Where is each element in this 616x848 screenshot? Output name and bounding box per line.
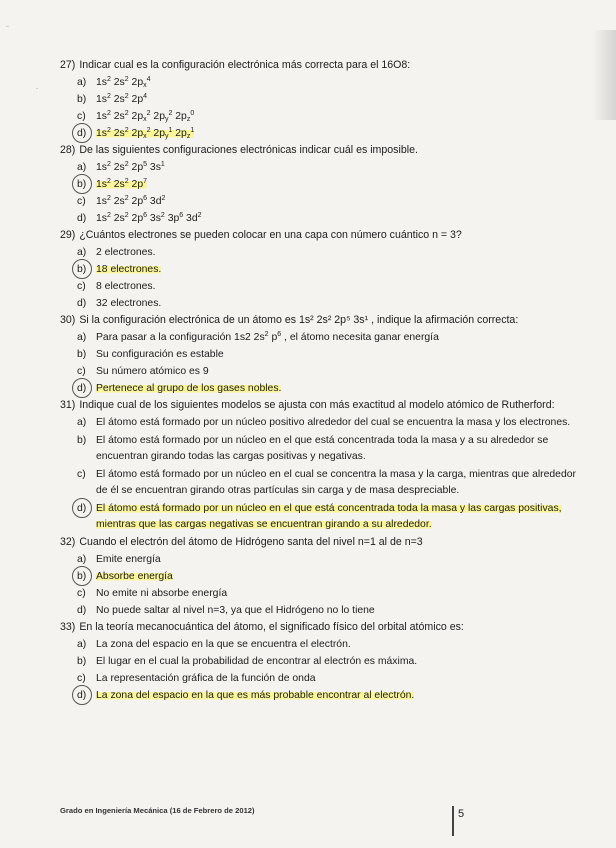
answer-option <box>60 126 590 141</box>
question-block <box>60 398 590 533</box>
option-text: La representación gráfica de la función de onda <box>96 673 316 684</box>
question-statement: De las siguientes configuraciones electrónicas indicar cuál es imposible. <box>79 144 418 156</box>
question-block <box>60 58 590 141</box>
option-text: 2 electrones. <box>96 247 156 258</box>
question-number: 27) <box>60 59 76 71</box>
question-text <box>60 620 590 635</box>
answer-option <box>60 671 590 686</box>
option-text: 8 electrones. <box>96 281 156 292</box>
answer-option <box>60 296 590 311</box>
option-letter: c) <box>77 469 86 480</box>
question-text <box>60 228 590 243</box>
question-number: 31) <box>60 399 76 411</box>
question-text <box>60 143 590 158</box>
question-statement: En la teoría mecanocuántica del átomo, el significado físico del orbital atómico es: <box>79 621 464 633</box>
question-number: 30) <box>60 314 76 326</box>
option-letter: d) <box>77 503 87 514</box>
option-letter: b) <box>77 656 87 667</box>
question-block <box>60 620 590 703</box>
question-number: 33) <box>60 621 76 633</box>
option-letter: b) <box>77 349 87 360</box>
option-text: La zona del espacio en la que se encuentra el electrón. <box>96 639 351 650</box>
option-text: El átomo está formado por un núcleo positivo alrededor del cual se encuentra la masa y los electrones. <box>96 417 571 428</box>
question-text <box>60 535 590 550</box>
answer-option <box>60 467 590 499</box>
answer-option <box>60 552 590 567</box>
option-letter: c) <box>77 588 86 599</box>
question-statement: Indicar cual es la configuración electrónica más correcta para el 16O8: <box>79 59 411 71</box>
question-block <box>60 228 590 311</box>
scan-mark <box>6 26 9 27</box>
option-letter: d) <box>77 383 87 394</box>
answer-option <box>60 177 590 192</box>
option-letter: c) <box>77 111 86 122</box>
question-list <box>60 58 590 705</box>
answer-option <box>60 654 590 669</box>
option-text: No emite ni absorbe energía <box>96 588 228 599</box>
answer-option <box>60 433 590 465</box>
question-number: 28) <box>60 144 76 156</box>
answer-option <box>60 245 590 260</box>
question-text <box>60 313 590 328</box>
option-text: $1s^2$ $2s^2$ $2p^4$ <box>96 93 148 105</box>
option-text: El átomo está formado por un núcleo en el que está concentrada toda la masa y a su alrededor se encuentran girando todas las cargas positivas y negativas. <box>96 435 549 462</box>
option-text: Emite energía <box>96 554 161 565</box>
highlighted-answer-text: $1s^2$ $2s^2$ $2p^7$ <box>96 178 148 190</box>
highlighted-answer-text: El átomo está formado por un núcleo en el que está concentrada toda la masa y las cargas positivas, mientras que las cargas negativas se encuentran girando a su alrededor. <box>96 503 562 530</box>
answer-option <box>60 211 590 226</box>
answer-option <box>60 262 590 277</box>
option-text: El átomo está formado por un núcleo en el cual se concentra la masa y la carga, mientras que alrededor de él se encuentran girando otras partículas sin carga y de masa despreciable. <box>96 469 576 496</box>
option-letter: d) <box>77 128 87 139</box>
answer-option <box>60 160 590 175</box>
highlighted-answer-text: Pertenece al grupo de los gases nobles. <box>96 383 282 394</box>
option-letter: a) <box>77 639 87 650</box>
page-number: 5 <box>458 808 465 820</box>
option-letter: a) <box>77 247 87 258</box>
option-letter: a) <box>77 162 87 173</box>
highlighted-answer-text: $1s^2$ $2s^2$ $2p_x^2$ $2p_y^1$ $2p_z^1$ <box>96 127 195 140</box>
option-text: $1s^2$ $2s^2$ $2p_x^4$ <box>96 76 151 89</box>
answer-option <box>60 381 590 396</box>
question-block <box>60 143 590 226</box>
answer-option <box>60 75 590 90</box>
answer-option <box>60 603 590 618</box>
answer-option <box>60 364 590 379</box>
option-letter: c) <box>77 281 86 292</box>
highlighted-answer-text: Absorbe energía <box>96 571 173 582</box>
option-text: 32 electrones. <box>96 298 162 309</box>
option-letter: c) <box>77 196 86 207</box>
option-letter: a) <box>77 417 87 428</box>
answer-option <box>60 194 590 209</box>
option-letter: d) <box>77 213 87 224</box>
option-text: El lugar en el cual la probabilidad de encontrar al electrón es máxima. <box>96 656 418 667</box>
answer-option <box>60 330 590 345</box>
answer-option <box>60 415 590 431</box>
option-letter: d) <box>77 605 87 616</box>
answer-option <box>60 688 590 703</box>
footer-course: Grado en Ingeniería Mecánica (16 de Febrero de 2012) <box>60 806 255 815</box>
question-statement: Indique cual de los siguientes modelos se ajusta con más exactitud al modelo atómico de Rutherford: <box>79 399 555 411</box>
answer-option <box>60 347 590 362</box>
option-letter: d) <box>77 298 87 309</box>
question-statement: ¿Cuántos electrones se pueden colocar en una capa con número cuántico n = 3? <box>79 229 462 241</box>
question-statement: Cuando el electrón del átomo de Hidrógeno santa del nivel n=1 al de n=3 <box>79 536 423 548</box>
answer-option <box>60 92 590 107</box>
option-text: Para pasar a la configuración 1s2 $2s^2$ $p^6$ , el átomo necesita ganar energía <box>96 331 439 343</box>
question-statement: Si la configuración electrónica de un átomo es 1s² 2s² 2p⁵ 3s¹ , indique la afirmación correcta: <box>79 314 519 326</box>
option-letter: c) <box>77 673 86 684</box>
option-text: $1s^2$ $2s^2$ $2p^5$ $3s^1$ <box>96 161 165 173</box>
option-text: No puede saltar al nivel n=3, ya que el Hidrógeno no lo tiene <box>96 605 375 616</box>
option-letter: c) <box>77 366 86 377</box>
question-number: 29) <box>60 229 76 241</box>
option-text: $1s^2$ $2s^2$ $2p^6$ $3d^2$ <box>96 195 166 207</box>
option-letter: b) <box>77 264 87 275</box>
answer-option <box>60 637 590 652</box>
option-letter: a) <box>77 332 87 343</box>
question-text <box>60 398 590 413</box>
question-number: 32) <box>60 536 76 548</box>
answer-option <box>60 586 590 601</box>
option-letter: a) <box>77 77 87 88</box>
answer-option <box>60 279 590 294</box>
page-number-mark <box>452 806 454 836</box>
option-letter: b) <box>77 94 87 105</box>
highlighted-answer-text: 18 electrones. <box>96 264 162 275</box>
option-letter: b) <box>77 435 87 446</box>
option-text: Su número atómico es 9 <box>96 366 209 377</box>
option-letter: b) <box>77 179 87 190</box>
option-letter: a) <box>77 554 87 565</box>
option-text: $1s^2$ $2s^2$ $2p^6$ $3s^2$ $3p^6$ $3d^2$ <box>96 212 202 224</box>
question-block <box>60 313 590 396</box>
answer-option <box>60 109 590 124</box>
answer-option <box>60 501 590 533</box>
question-text <box>60 58 590 73</box>
answer-option <box>60 569 590 584</box>
option-text: Su configuración es estable <box>96 349 224 360</box>
question-block <box>60 535 590 618</box>
option-text: $1s^2$ $2s^2$ $2p_x^2$ $2p_y^2$ $2p_z^0$ <box>96 110 195 123</box>
scan-edge-shadow <box>592 30 616 120</box>
option-letter: b) <box>77 571 87 582</box>
option-letter: d) <box>77 690 87 701</box>
scan-mark <box>36 88 38 89</box>
highlighted-answer-text: La zona del espacio en la que es más probable encontrar al electrón. <box>96 690 415 701</box>
